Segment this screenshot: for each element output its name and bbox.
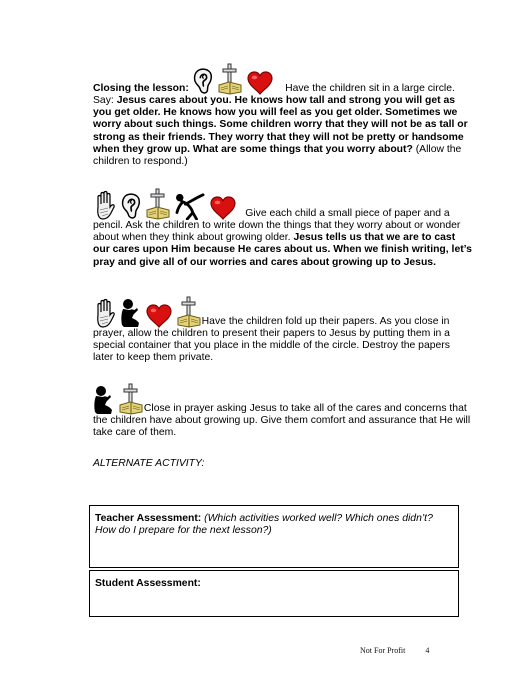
teacher-assessment-box	[89, 505, 459, 568]
activity-text: Give each child a small piece of paper and a pencil. Ask the children to write down the things that they worry about or wonder about when they think about growing older.	[93, 207, 461, 244]
cross-bible-icon	[118, 383, 144, 415]
student-assessment-label: Student Assessment:	[95, 578, 201, 589]
stretching-figure-icon	[174, 192, 206, 220]
activity-paragraph	[93, 188, 473, 269]
heart-icon	[246, 71, 274, 95]
say-prefix: Say:	[93, 95, 114, 106]
prayer-paragraph	[93, 296, 473, 365]
closing-paragraph	[93, 63, 473, 168]
student-assessment-box	[89, 570, 459, 617]
hand-icon	[93, 298, 117, 328]
prayer-text: Have the children fold up their papers. As you close in prayer, allow the children to present their papers to Jesus by putting them in a special container that you place in the middle of the circle. Destroy the papers later to keep them private.	[93, 315, 450, 364]
heart-icon	[209, 196, 237, 220]
hand-icon	[93, 190, 117, 220]
close-icons	[93, 383, 144, 415]
activity-bold-text: Jesus tells us that we are to cast our cares upon Him because He cares about us. When we finish writing, let’s pray and give all of our worries and cares about growing up to Jesus.	[93, 232, 472, 268]
closing-instruction: Have the children sit in a large circle.	[285, 82, 455, 94]
cross-bible-icon	[217, 63, 243, 95]
page-number: 4	[425, 646, 430, 655]
close-text: Close in prayer asking Jesus to take all of the cares and concerns that the children have about growing up. Give them comfort and assurance that He will take care of them.	[93, 402, 471, 439]
alternate-activity: ALTERNATE ACTIVITY:	[93, 458, 205, 469]
cross-bible-icon	[145, 188, 171, 220]
teacher-assessment-label: Teacher Assessment:	[95, 513, 202, 524]
heart-icon	[145, 304, 173, 328]
praying-child-icon	[120, 298, 142, 328]
prayer-icons	[93, 296, 202, 328]
footer	[360, 645, 429, 657]
closing-icons	[192, 63, 274, 95]
closing-note: (Allow the children to respond.)	[93, 143, 462, 168]
close-paragraph	[93, 383, 473, 439]
teacher-assessment-question: (Which activities worked well? Which ones didn’t? How do I prepare for the next lesson?)	[95, 513, 433, 537]
cross-bible-icon	[176, 296, 202, 328]
closing-label: Closing the lesson:	[93, 82, 189, 94]
praying-child-icon	[93, 385, 115, 415]
closing-speech: Jesus cares about you. He knows how tall and strong you will get as you get older. He knows how you will feel as you get older. Sometimes we worry about such things. Some children worry that they will not be as tall or strong as their friends. They worry that they will not be pretty or handsome when they grow up. What are some things that you worry about?	[93, 95, 468, 155]
footer-text: Not For Profit	[360, 646, 406, 655]
ear-icon	[192, 67, 214, 95]
activity-icons	[93, 188, 237, 220]
ear-icon	[120, 192, 142, 220]
